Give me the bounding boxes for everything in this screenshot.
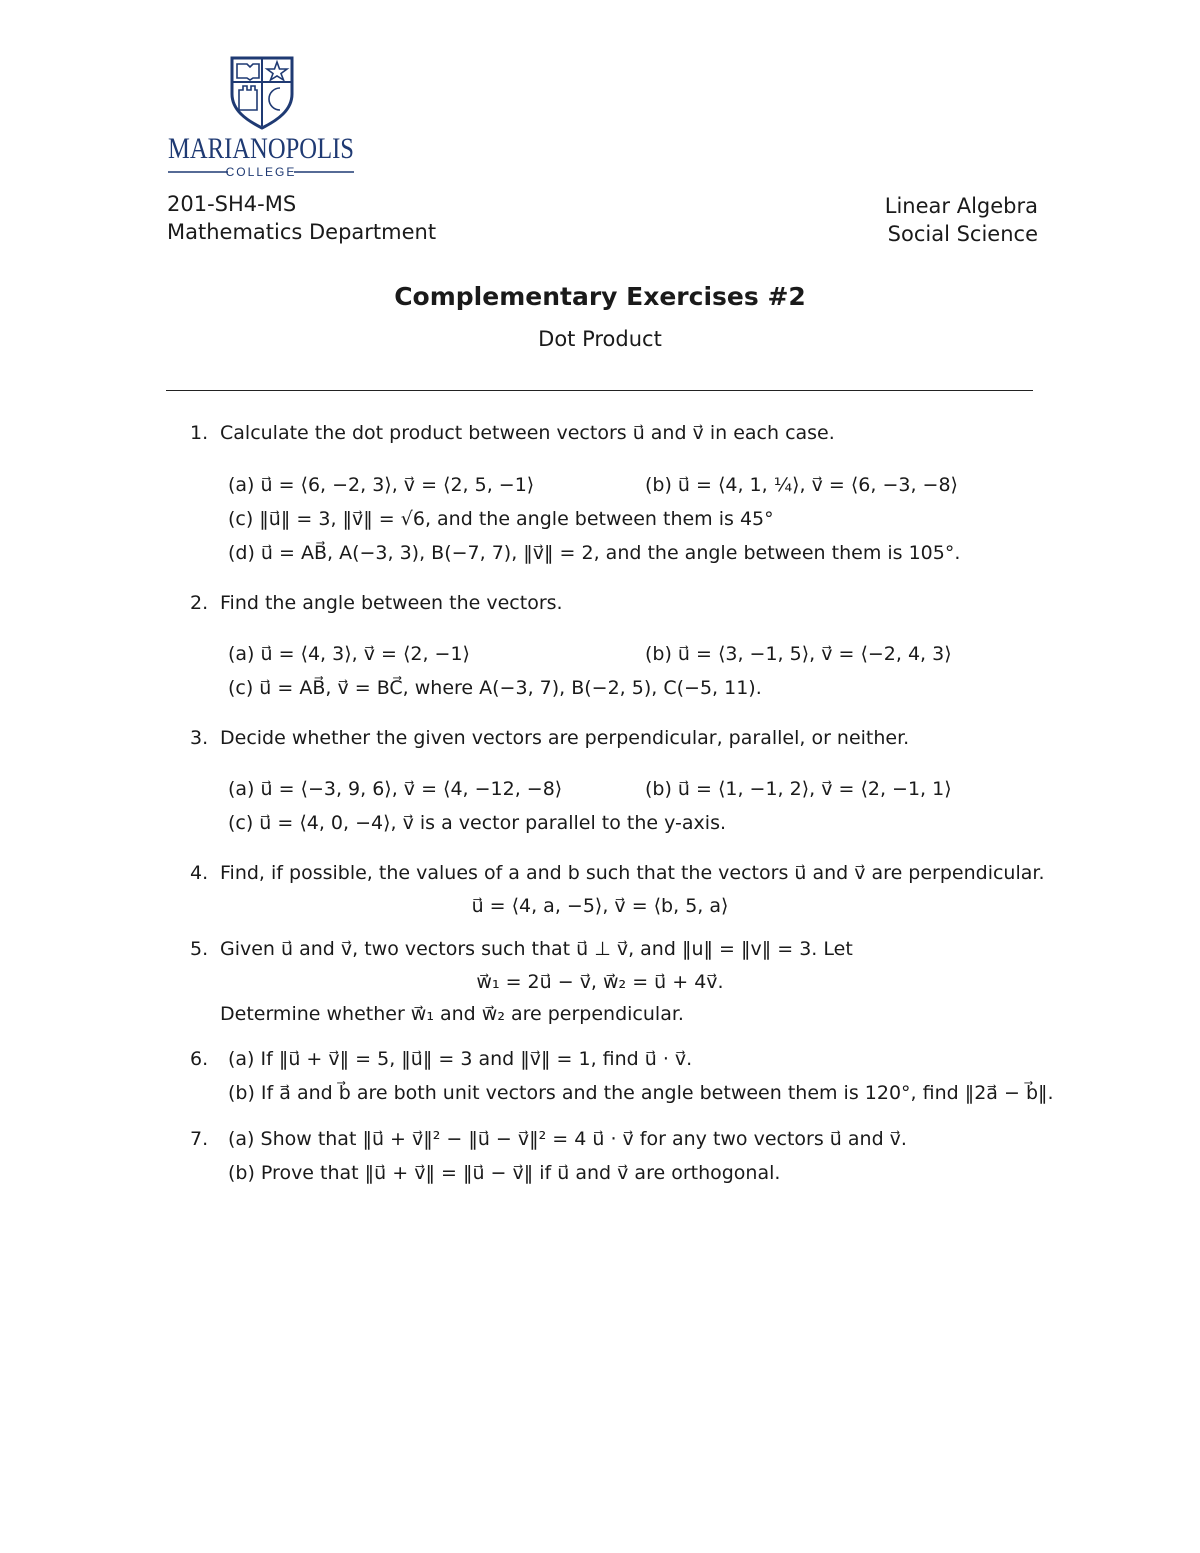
department: Mathematics Department [167, 220, 437, 244]
exercise-part: (b) u⃗ = ⟨1, −1, 2⟩, v⃗ = ⟨2, −1, 1⟩ [645, 778, 952, 800]
document-subtitle: Dot Product [538, 327, 662, 351]
logo-subtext: COLLEGE [225, 165, 297, 179]
exercise-part: Determine whether w⃗₁ and w⃗₂ are perpendicular. [220, 1003, 684, 1025]
exercise-prompt: Find the angle between the vectors. [220, 592, 563, 614]
program: Social Science [887, 222, 1038, 246]
exercise-number: 2. [190, 592, 209, 614]
title-divider [166, 390, 1033, 391]
exercise-part: (a) u⃗ = ⟨6, −2, 3⟩, v⃗ = ⟨2, 5, −1⟩ [228, 474, 535, 496]
college-logo [166, 54, 356, 180]
exercise-part: (b) If a⃗ and b⃗ are both unit vectors and the angle between them is 120°, find ‖2a⃗ − b⃗‖. [228, 1082, 1054, 1104]
course-code: 201-SH4-MS [167, 192, 297, 216]
header-right [885, 192, 1038, 248]
exercise-part: (c) u⃗ = AB⃗, v⃗ = BC⃗, where A(−3, 7), B(−2, 5), C(−5, 11). [228, 677, 762, 699]
exercise-part: (c) ‖u⃗‖ = 3, ‖v⃗‖ = √6, and the angle between them is 45° [228, 508, 774, 530]
exercise-part: (b) u⃗ = ⟨3, −1, 5⟩, v⃗ = ⟨−2, 4, 3⟩ [645, 643, 952, 665]
exercise-prompt: Find, if possible, the values of a and b such that the vectors u⃗ and v⃗ are perpendicular. [220, 862, 1045, 884]
exercise-part: (a) Show that ‖u⃗ + v⃗‖² − ‖u⃗ − v⃗‖² = 4 u⃗ · v⃗ for any two vectors u⃗ and v⃗. [228, 1128, 907, 1150]
exercise-equation: w⃗₁ = 2u⃗ − v⃗, w⃗₂ = u⃗ + 4v⃗. [476, 971, 724, 993]
exercise-number: 1. [190, 422, 209, 444]
exercise-part: (a) u⃗ = ⟨4, 3⟩, v⃗ = ⟨2, −1⟩ [228, 643, 470, 665]
document-title: Complementary Exercises #2 [394, 282, 806, 311]
exercise-prompt: Calculate the dot product between vectors u⃗ and v⃗ in each case. [220, 422, 835, 444]
exercise-part: (c) u⃗ = ⟨4, 0, −4⟩, v⃗ is a vector parallel to the y-axis. [228, 812, 727, 834]
exercise-prompt: Given u⃗ and v⃗, two vectors such that u⃗ ⊥ v⃗, and ‖u‖ = ‖v‖ = 3. Let [220, 938, 853, 960]
header-left [167, 190, 436, 246]
exercise-part: (d) u⃗ = AB⃗, A(−3, 3), B(−7, 7), ‖v⃗‖ = 2, and the angle between them is 105°. [228, 542, 961, 564]
subject: Linear Algebra [884, 194, 1038, 218]
exercise-number: 6. [190, 1048, 209, 1070]
exercise-part: (b) u⃗ = ⟨4, 1, ¼⟩, v⃗ = ⟨6, −3, −8⟩ [645, 474, 958, 496]
exercise-number: 7. [190, 1128, 209, 1150]
exercise-part: (a) u⃗ = ⟨−3, 9, 6⟩, v⃗ = ⟨4, −12, −8⟩ [228, 778, 563, 800]
exercise-part: (a) If ‖u⃗ + v⃗‖ = 5, ‖u⃗‖ = 3 and ‖v⃗‖ = 1, find u⃗ · v⃗. [228, 1048, 693, 1070]
exercise-number: 5. [190, 938, 209, 960]
exercise-part: (b) Prove that ‖u⃗ + v⃗‖ = ‖u⃗ − v⃗‖ if u⃗ and v⃗ are orthogonal. [228, 1162, 781, 1184]
exercise-number: 3. [190, 727, 209, 749]
exercise-number: 4. [190, 862, 209, 884]
exercise-prompt: Decide whether the given vectors are perpendicular, parallel, or neither. [220, 727, 910, 749]
logo-wordmark: MARIANOPOLIS [168, 132, 354, 165]
exercise-equation: u⃗ = ⟨4, a, −5⟩, v⃗ = ⟨b, 5, a⟩ [471, 895, 729, 917]
